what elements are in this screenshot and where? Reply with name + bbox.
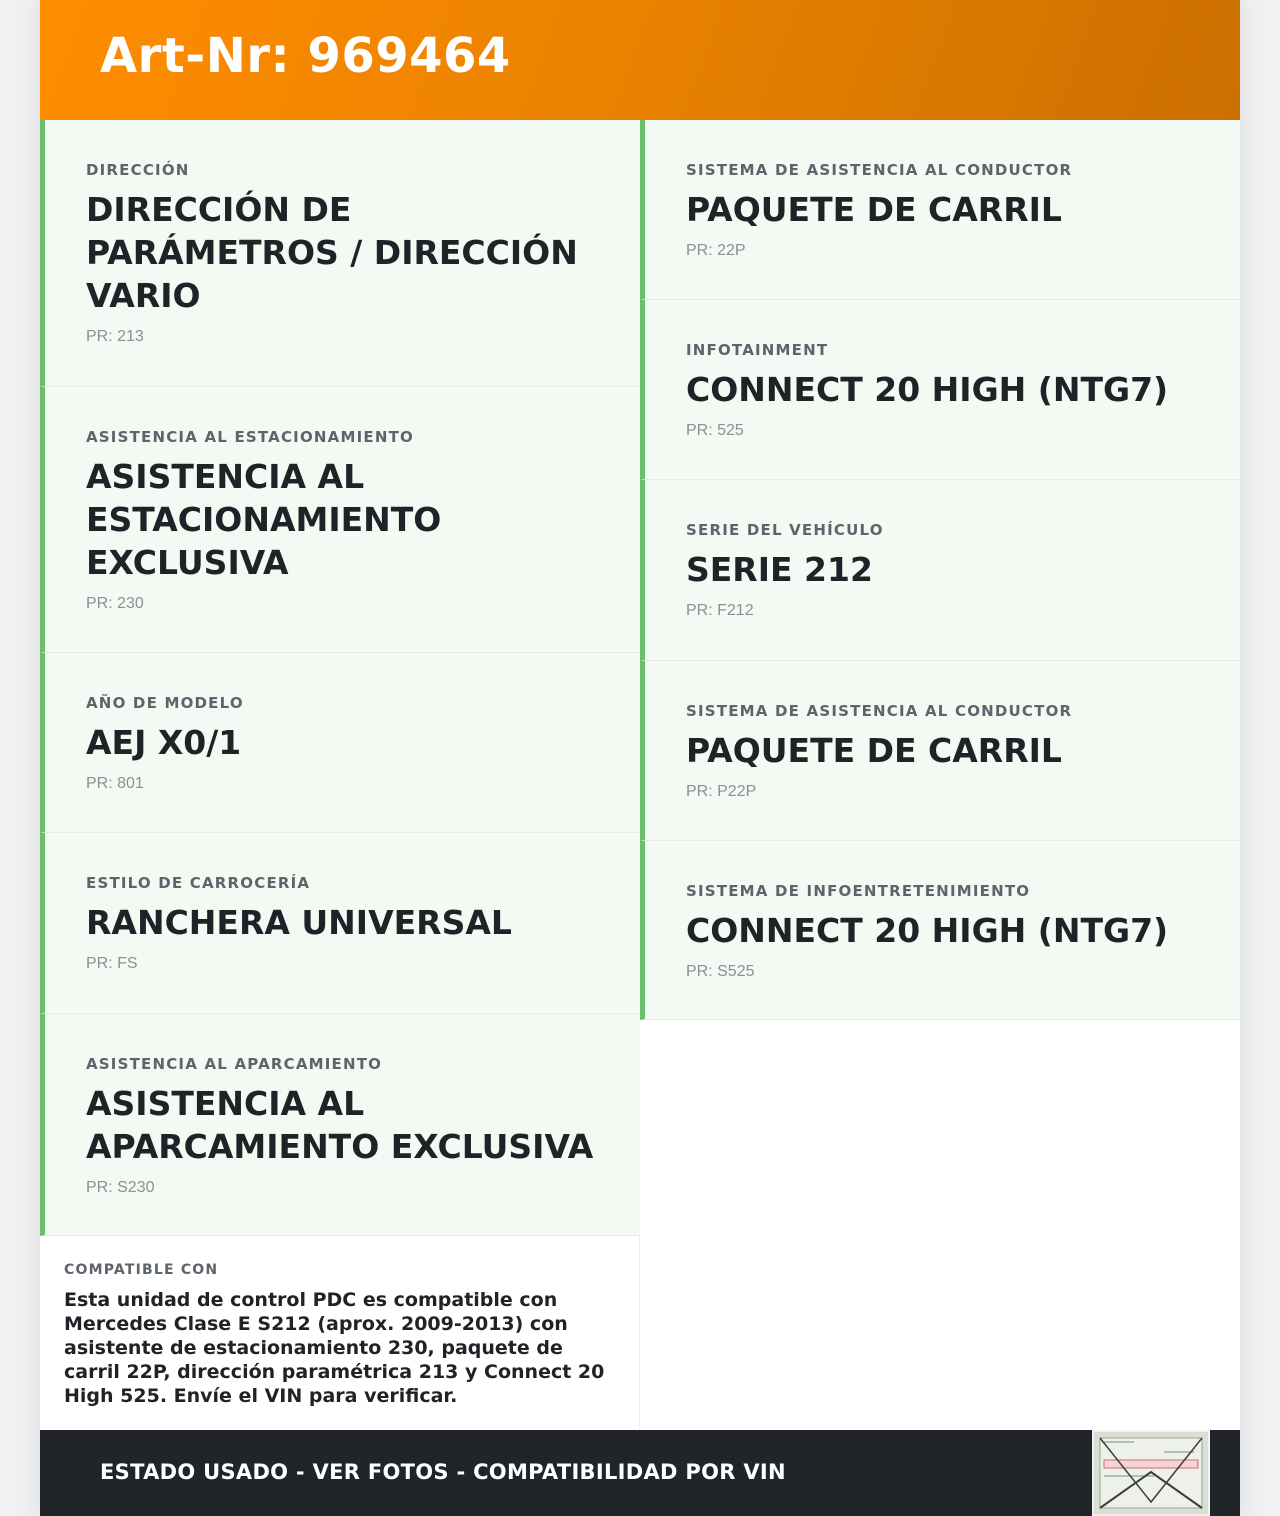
spec-card [640,120,1240,300]
spec-pr-code: PR: FS [86,955,138,972]
spec-pr-code: PR: 213 [86,328,144,345]
spec-pr-code: PR: F212 [686,602,754,619]
envelope-photo-icon[interactable] [1092,1430,1210,1516]
spec-pr-code: PR: S230 [86,1179,155,1196]
spec-category: SISTEMA DE ASISTENCIA AL CONDUCTOR [686,161,1073,179]
left-column [40,120,640,1236]
spec-value: ASISTENCIA AL APARCAMIENTO EXCLUSIVA [86,1084,594,1166]
spec-card [640,841,1240,1020]
footer-text: ESTADO USADO - VER FOTOS - COMPATIBILIDAD POR VIN [100,1460,786,1484]
spec-pr-code: PR: 230 [86,595,144,612]
right-column [640,120,1240,1020]
spec-pr-code: PR: P22P [686,783,757,800]
spec-card [640,300,1240,480]
compatibility-section [40,1236,640,1430]
spec-pr-code: PR: S525 [686,963,755,980]
spec-value: AEJ X0/1 [86,723,242,762]
spec-value: CONNECT 20 HIGH (NTG7) [686,370,1169,409]
spec-pr-code: PR: 801 [86,775,144,792]
spec-category: ESTILO DE CARROCERÍA [86,874,311,892]
spec-value: CONNECT 20 HIGH (NTG7) [686,911,1169,950]
spec-category: ASISTENCIA AL APARCAMIENTO [86,1055,383,1073]
spec-card [40,1014,640,1236]
compatibility-label: COMPATIBLE CON [64,1262,219,1278]
spec-card [640,480,1240,661]
spec-category: SERIE DEL VEHÍCULO [686,521,884,539]
spec-card [40,387,640,653]
spec-pr-code: PR: 22P [686,242,746,259]
spec-card [40,653,640,833]
spec-pr-code: PR: 525 [686,422,744,439]
spec-category: SISTEMA DE INFOENTRETENIMIENTO [686,882,1031,900]
spec-category: SISTEMA DE ASISTENCIA AL CONDUCTOR [686,702,1073,720]
footer-bar [40,1430,1240,1516]
header-banner [40,0,1240,120]
spec-category: DIRECCIÓN [86,161,190,179]
spec-value: SERIE 212 [686,550,873,589]
spec-value: PAQUETE DE CARRIL [686,731,1062,770]
spec-value: ASISTENCIA AL ESTACIONAMIENTO EXCLUSIVA [86,457,442,582]
spec-value: PAQUETE DE CARRIL [686,190,1062,229]
spec-category: AÑO DE MODELO [86,694,244,712]
spec-category: INFOTAINMENT [686,341,829,359]
product-sheet [40,0,1240,1516]
spec-value: DIRECCIÓN DE PARÁMETROS / DIRECCIÓN VARIO [86,190,578,315]
spec-card [40,833,640,1014]
spec-card [640,661,1240,841]
spec-value: RANCHERA UNIVERSAL [86,903,512,942]
spec-card [40,120,640,387]
compatibility-text: Esta unidad de control PDC es compatible con Mercedes Clase E S212 (aprox. 2009-2013) con asistente de estacionamiento 230, paquete de carril 22P, dirección paramétrica 213 y Connect 20 High 525. Envíe el VIN para verificar. [64,1289,605,1407]
spec-category: ASISTENCIA AL ESTACIONAMIENTO [86,428,414,446]
article-number-title: Art-Nr: 969464 [100,28,511,84]
